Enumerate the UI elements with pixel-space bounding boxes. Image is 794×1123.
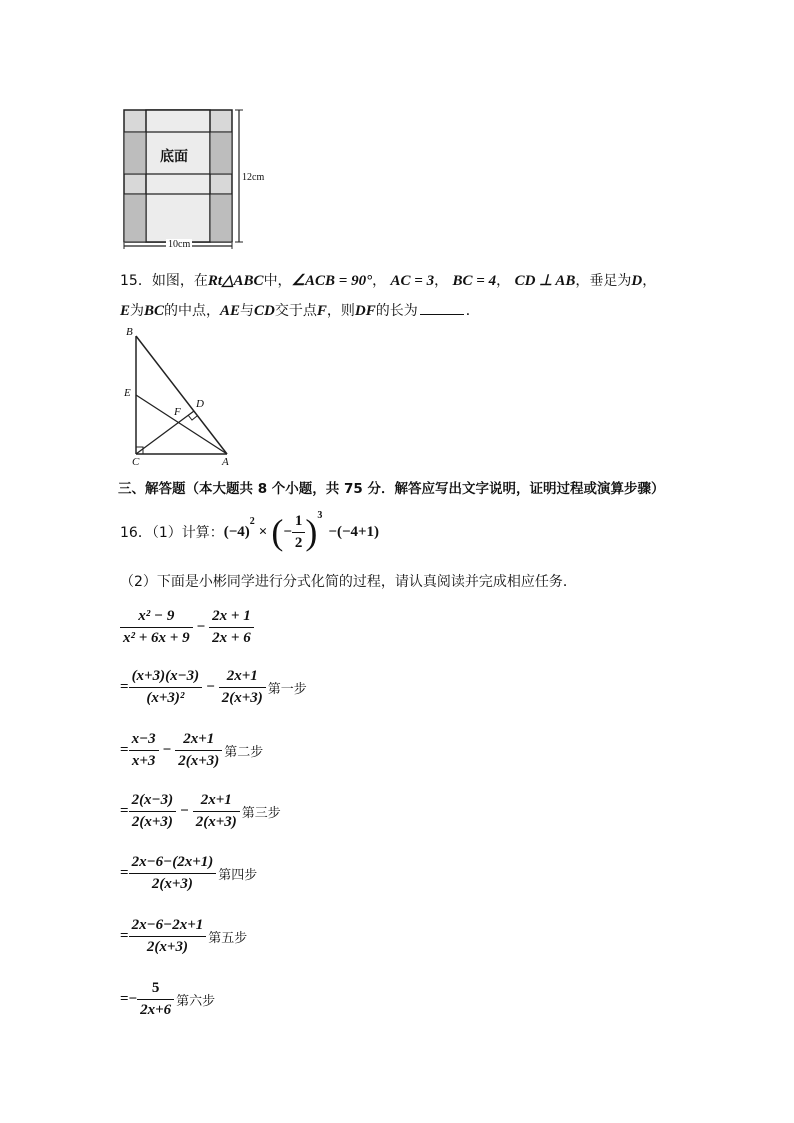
q15-point-e: E — [120, 303, 131, 319]
question-16-part2-text: （2）下面是小彬同学进行分式化简的过程，请认真阅读并完成相应任务． — [120, 574, 577, 590]
fraction — [209, 608, 254, 647]
fraction-numerator: x−3 — [129, 731, 159, 751]
fraction-denominator: 2(x+3) — [151, 876, 193, 892]
q16-times: × — [258, 523, 268, 540]
fraction-numerator: 2(x−3) — [129, 792, 177, 812]
operator: − — [180, 803, 189, 819]
fraction-denominator: 2x+6 — [140, 1002, 172, 1018]
equals-sign: = — [120, 928, 129, 944]
vertex-label-c: C — [132, 456, 140, 468]
operator: − — [196, 619, 206, 635]
simplification-step-1 — [120, 668, 307, 707]
fraction-numerator: x² − 9 — [120, 608, 193, 628]
fraction — [193, 792, 240, 831]
width-dimension-label: 10cm — [168, 239, 191, 250]
equals-sign: = — [120, 803, 129, 819]
vertex-label-e: E — [124, 387, 131, 399]
vertex-label-a: A — [222, 456, 229, 468]
q15-text: 为 — [130, 303, 145, 319]
box-net-figure — [118, 108, 268, 253]
simplification-step-5 — [120, 917, 247, 956]
fraction-denominator: 2(x+3) — [146, 939, 188, 955]
fraction — [129, 792, 177, 831]
q15-text: ，则 — [326, 303, 355, 319]
fraction-numerator: (x+3)(x−3) — [129, 668, 203, 688]
question-15-line1 — [120, 270, 656, 290]
fraction-numerator: 2x+1 — [193, 792, 240, 812]
fraction-denominator: 2(x+3) — [221, 690, 263, 706]
q15-text: 的长为 — [375, 303, 418, 319]
fraction-denominator: x+3 — [131, 753, 156, 769]
q15-text: 与 — [240, 303, 255, 319]
q15-text: ． — [465, 303, 480, 319]
triangle-figure — [118, 326, 243, 468]
simplification-step-0 — [120, 608, 254, 647]
q15-sep: ， — [372, 273, 387, 289]
q15-segment-cd: CD — [254, 303, 275, 319]
fraction-numerator: 2x+1 — [175, 731, 222, 751]
q15-segment-df: DF — [354, 303, 376, 319]
q16-exp-3: 3 — [317, 510, 323, 521]
left-paren: ( — [271, 512, 284, 552]
q16-expr-a: (−4) — [223, 523, 250, 540]
q15-text: ， — [642, 273, 657, 289]
q15-ac: AC = 3 — [390, 273, 435, 289]
q15-bc: BC = 4 — [452, 273, 497, 289]
simplification-step-6 — [120, 980, 215, 1019]
fraction — [120, 608, 193, 647]
step-label: 第一步 — [267, 682, 307, 697]
q15-sep: ， — [496, 273, 511, 289]
q15-segment-bc: BC — [144, 303, 165, 319]
step-label: 第四步 — [218, 868, 258, 883]
q15-segment-ae: AE — [220, 303, 241, 319]
equals-sign: = — [120, 742, 129, 758]
q15-point-f: F — [316, 303, 327, 319]
simplification-step-4 — [120, 854, 257, 893]
step-label: 第六步 — [176, 994, 216, 1009]
q15-perp: CD ⊥ AB — [514, 273, 576, 289]
simplification-step-3 — [120, 792, 281, 831]
q16-minus: − — [283, 523, 292, 540]
fraction — [219, 668, 266, 707]
section-3-heading: 三、解答题（本大题共 8 个小题，共 75 分．解答应写出文字说明，证明过程或演算步骤） — [118, 481, 665, 497]
fraction-numerator: 2x−6−2x+1 — [129, 917, 207, 937]
q16-exp-2: 2 — [249, 516, 255, 527]
fraction — [137, 980, 174, 1019]
fraction — [129, 917, 207, 956]
step-label: 第三步 — [241, 806, 281, 821]
question-16-part1 — [120, 510, 383, 554]
fraction-denominator: 2 — [294, 534, 303, 551]
vertex-label-d: D — [196, 398, 204, 410]
answer-blank[interactable] — [420, 302, 464, 315]
q15-text: 交于点 — [274, 303, 317, 319]
right-paren: ) — [305, 512, 318, 552]
operator: − — [162, 742, 172, 758]
fraction-denominator: (x+3)² — [146, 690, 185, 706]
bottom-face-label: 底面 — [160, 149, 188, 165]
step-label: 第二步 — [224, 745, 264, 760]
q15-number: 15．如图，在 — [120, 273, 208, 289]
q15-sep: ， — [434, 273, 449, 289]
fraction — [129, 731, 159, 770]
step-label: 第五步 — [208, 931, 248, 946]
fraction — [129, 854, 217, 893]
q15-point-d: D — [631, 273, 643, 289]
vertex-label-b: B — [126, 326, 133, 338]
q15-angle: ∠ACB = 90° — [291, 273, 373, 289]
fraction-denominator: 2x + 6 — [212, 630, 251, 646]
fraction-denominator: x² + 6x + 9 — [123, 630, 190, 646]
fraction-denominator: 2(x+3) — [131, 814, 173, 830]
q16-expr-b: −(−4+1) — [328, 523, 380, 540]
q15-text: ，垂足为 — [575, 273, 632, 289]
fraction-numerator: 5 — [137, 980, 174, 1000]
triangle-diagram — [118, 326, 243, 468]
fraction-denominator: 2(x+3) — [178, 753, 220, 769]
equals-sign: = — [120, 865, 129, 881]
fraction-denominator: 2(x+3) — [195, 814, 237, 830]
equals-sign: = — [120, 679, 129, 695]
q15-text: 的中点， — [164, 303, 221, 319]
simplification-step-2 — [120, 731, 263, 770]
q15-text: 中， — [263, 273, 292, 289]
question-15-line2 — [120, 300, 480, 320]
equals-minus-sign: =− — [120, 991, 138, 1007]
height-dimension-label: 12cm — [242, 172, 265, 183]
fraction-numerator: 2x−6−(2x+1) — [129, 854, 217, 874]
fraction-numerator: 2x + 1 — [209, 608, 254, 628]
q15-rt-triangle: Rt△ABC — [207, 273, 264, 289]
q16-part1-label: 16．（1）计算： — [120, 525, 224, 541]
fraction — [129, 668, 203, 707]
vertex-label-f: F — [174, 406, 181, 418]
fraction — [175, 731, 222, 770]
q16-half-fraction — [292, 513, 306, 552]
operator: − — [206, 679, 215, 695]
fraction-numerator: 1 — [292, 513, 306, 533]
fraction-numerator: 2x+1 — [219, 668, 266, 688]
